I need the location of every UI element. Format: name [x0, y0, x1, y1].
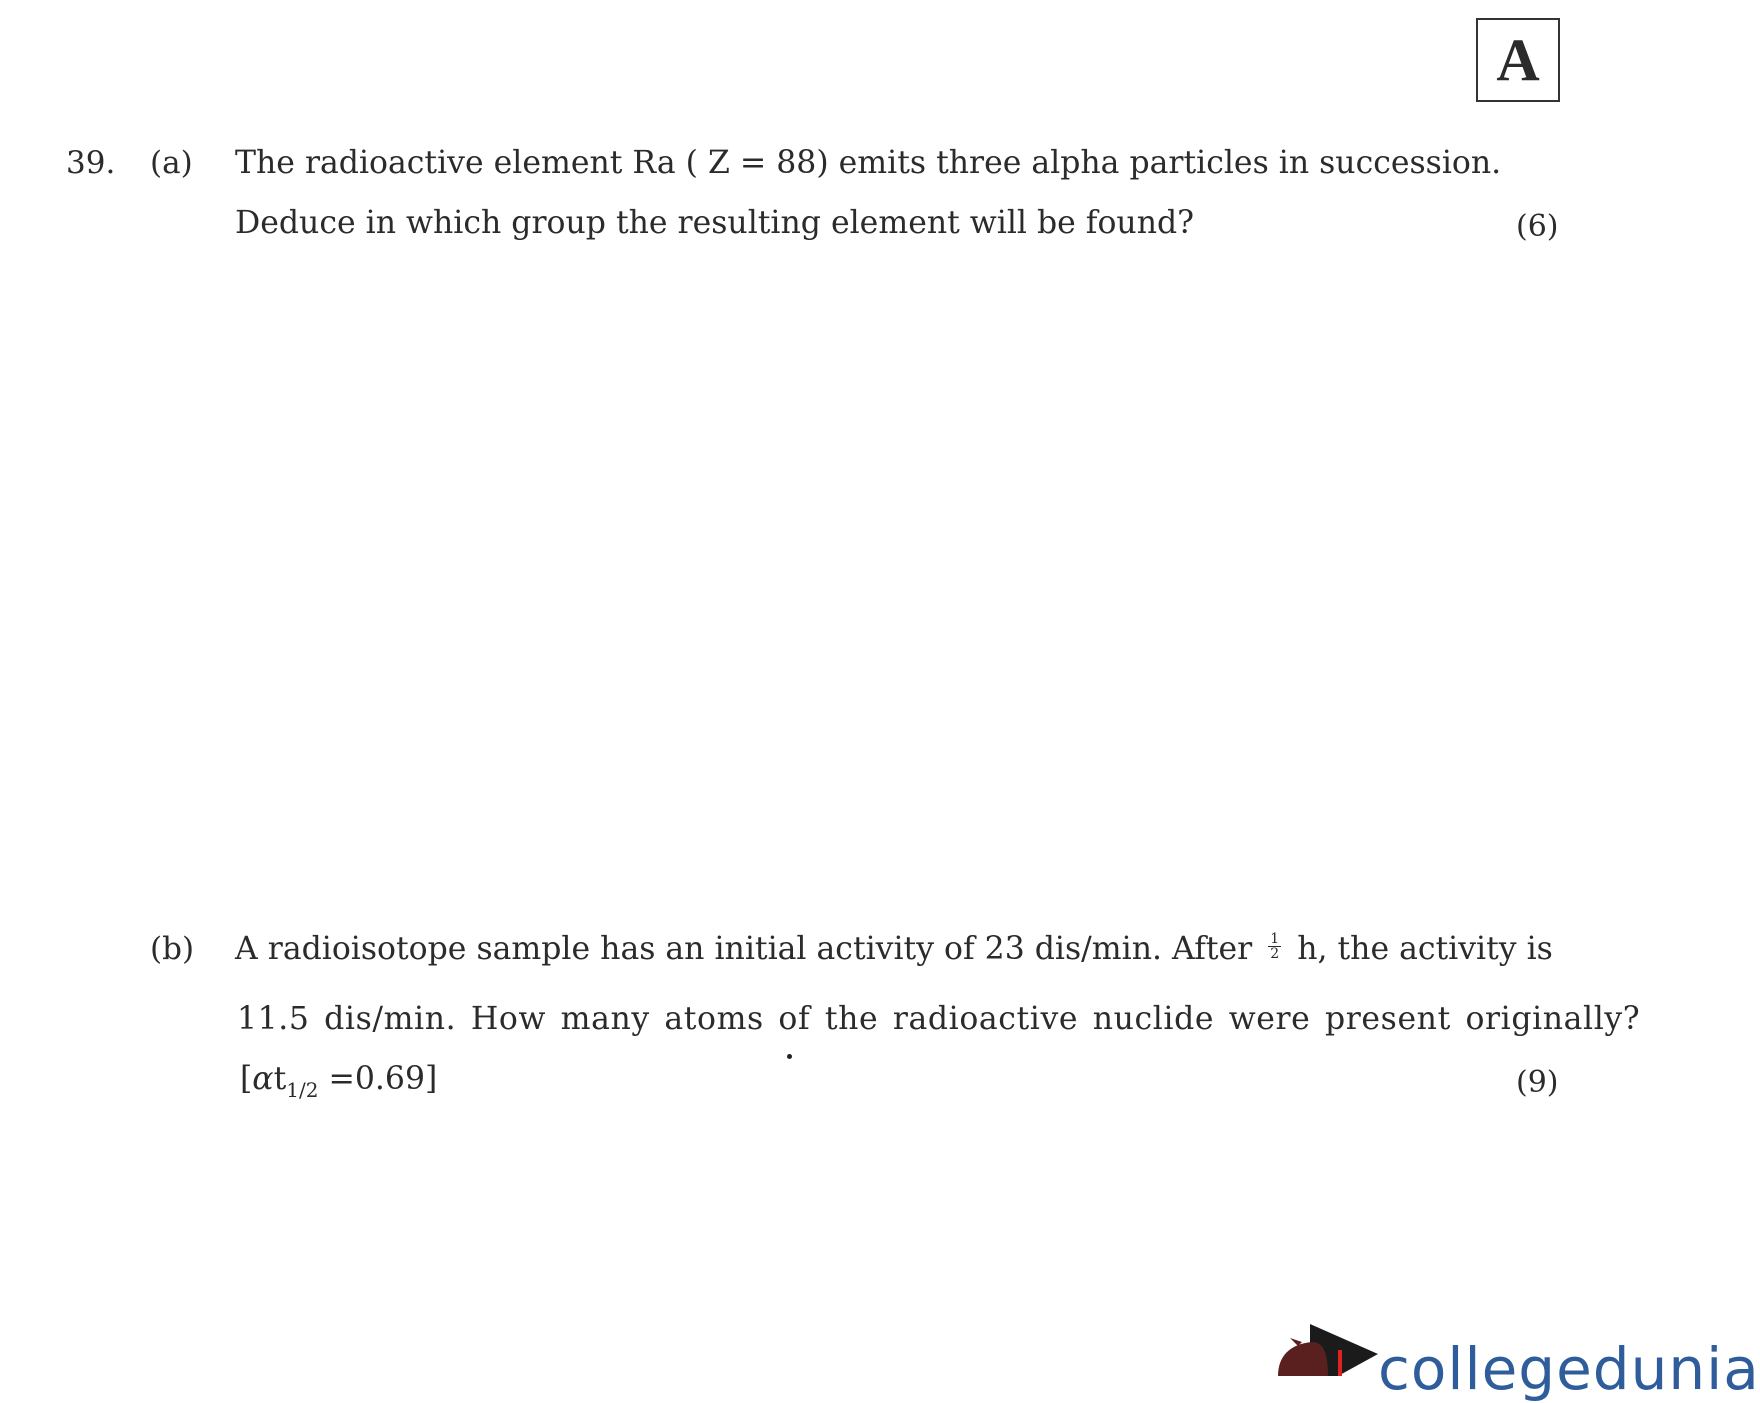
hint-value: =0.69] — [318, 1061, 438, 1097]
fraction-denominator: 2 — [1270, 946, 1280, 962]
part-b-line-1 — [235, 931, 1553, 967]
part-b-line-1-tail: h, the activity is — [1297, 931, 1553, 967]
part-b-line-2: 11.5 dis/min. How many atoms of the radioactive nuclide were present originally? — [237, 1001, 1641, 1037]
ink-speck — [787, 1054, 792, 1059]
part-b-marks: (9) — [1516, 1065, 1559, 1100]
part-a-line-1: The radioactive element Ra ( Z = 88) emits three alpha particles in succession. — [235, 145, 1502, 181]
part-a-line-2: Deduce in which group the resulting element will be found? — [235, 205, 1195, 241]
fraction-numerator: 1 — [1270, 931, 1280, 947]
half-fraction — [1268, 932, 1281, 961]
watermark-logo — [1268, 1316, 1760, 1403]
hint-alpha: α — [252, 1061, 274, 1097]
part-b-line-1-text: A radioisotope sample has an initial activity of 23 dis/min. After — [235, 931, 1253, 967]
hint-subscript: 1/2 — [286, 1078, 319, 1102]
watermark-brand: collegedunia — [1378, 1335, 1760, 1403]
part-a-label: (a) — [150, 145, 193, 181]
graduation-cap-icon — [1268, 1316, 1378, 1376]
hint-open-bracket: [ — [240, 1061, 253, 1097]
version-box — [1476, 18, 1560, 102]
hint-t: t — [273, 1061, 287, 1097]
question-number: 39. — [66, 145, 116, 181]
part-b-label: (b) — [150, 931, 195, 967]
part-a-marks: (6) — [1516, 209, 1559, 244]
version-label: A — [1496, 27, 1540, 93]
part-b-hint — [240, 1061, 438, 1102]
